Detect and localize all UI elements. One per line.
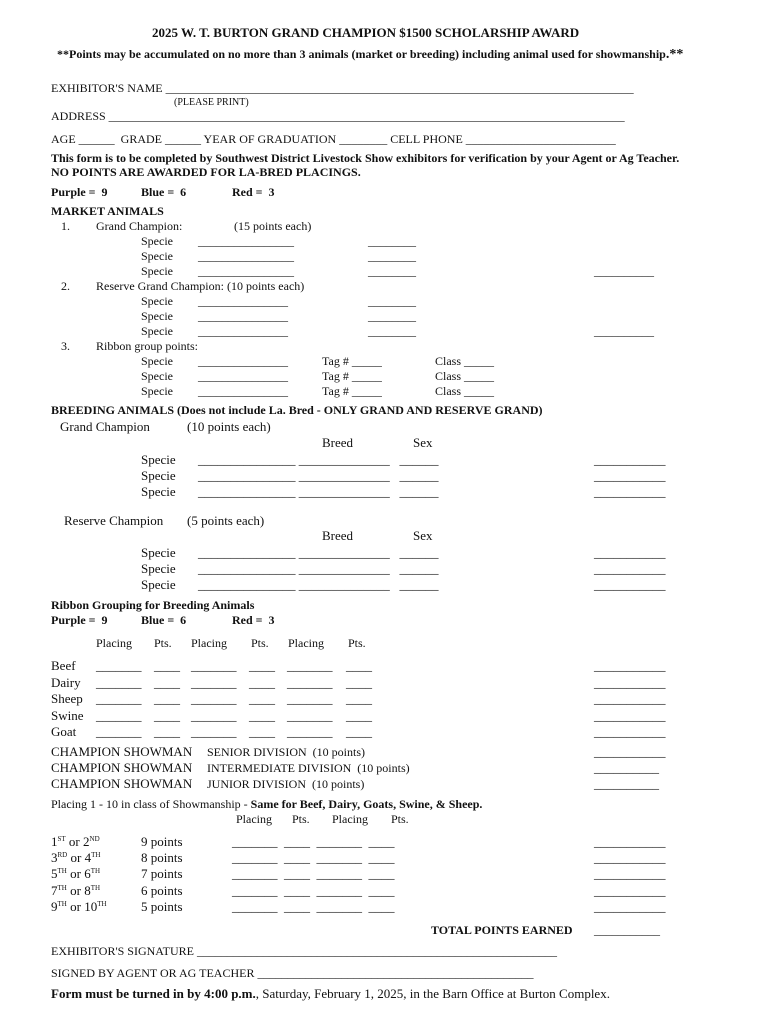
pts-field[interactable]: ____: [154, 658, 180, 673]
pts-field[interactable]: ____: [154, 675, 180, 690]
subtitle-main: **Points may be accumulated on no more than 3 animals (market or breeding) including animal used for showmanship: [57, 47, 666, 61]
pts-field[interactable]: ____: [154, 708, 180, 723]
breeding-animals-heading: BREEDING ANIMALS (Does not include La. Bred - ONLY GRAND AND RESERVE GRAND): [51, 403, 543, 417]
subtotal-field[interactable]: ___________: [594, 658, 666, 673]
la-bred-note: NO POINTS ARE AWARDED FOR LA-BRED PLACINGS.: [51, 165, 361, 179]
placing-rank-label: [51, 834, 100, 849]
pts-field[interactable]: ____: [249, 691, 275, 706]
points-value: 8 points: [141, 850, 183, 865]
subtotal-field[interactable]: ___________: [594, 883, 666, 898]
specie-label: Specie: [141, 309, 173, 323]
placing-field[interactable]: _______: [191, 724, 237, 739]
specie-label: Specie: [141, 468, 176, 483]
specie-field[interactable]: _______________: [198, 309, 288, 323]
pts-column-header: Pts.: [251, 636, 269, 650]
specie-label: Specie: [141, 545, 176, 560]
placing-field[interactable]: _______: [191, 675, 237, 690]
subtotal-field[interactable]: ___________: [594, 452, 666, 467]
pts-field[interactable]: ____: [249, 724, 275, 739]
placing-field[interactable]: _______: [191, 691, 237, 706]
species-label: Dairy: [51, 675, 81, 690]
specie-label: Specie: [141, 264, 173, 278]
pts-column-header: Pts.: [391, 812, 409, 826]
species-label: Goat: [51, 724, 77, 739]
market-animals-heading: MARKET ANIMALS: [51, 204, 164, 218]
exhibitor-signature-field[interactable]: EXHIBITOR'S SIGNATURE ____________________________________________________________: [51, 944, 557, 958]
placing-rank-label: [51, 866, 100, 881]
points-value: 7 points: [141, 866, 183, 881]
species-label: Sheep: [51, 691, 83, 706]
rank-or: or: [66, 866, 85, 881]
rank-number: 10: [84, 899, 98, 914]
specie-field[interactable]: ________________: [198, 264, 294, 278]
placing-note-plain: Placing 1 - 10 in class of Showmanship -: [51, 797, 251, 811]
points-field[interactable]: ________: [368, 324, 416, 338]
subtotal-field[interactable]: __________: [594, 776, 659, 791]
placing-rank-label: [51, 883, 100, 898]
breed-sex-field[interactable]: _______________ ______________ ______: [198, 452, 439, 467]
class-field[interactable]: Class _____: [435, 384, 495, 398]
placing-pts-field[interactable]: _______ ____ _______ ____: [232, 850, 395, 865]
champion-showman-label: CHAMPION SHOWMAN: [51, 760, 193, 775]
specie-field[interactable]: ________________: [198, 234, 294, 248]
total-points-label: TOTAL POINTS EARNED: [431, 923, 573, 937]
instructions-line: This form is to be completed by Southwest District Livestock Show exhibitors for verification by your Agent or Ag Teacher.: [51, 151, 680, 165]
deadline-rest: , Saturday, February 1, 2025, in the Barn Office at Burton Complex.: [255, 986, 610, 1001]
pts-field[interactable]: ____: [346, 708, 372, 723]
rank-suffix: TH: [90, 884, 101, 892]
breed-column-header: Breed: [322, 528, 354, 543]
placing-column-header: Placing: [236, 812, 272, 826]
specie-field[interactable]: _______________: [198, 294, 288, 308]
rank-number: 3: [51, 850, 58, 865]
specie-label: Specie: [141, 369, 173, 383]
subtotal-field[interactable]: ___________: [594, 850, 666, 865]
breed-sex-field[interactable]: _______________ ______________ ______: [198, 561, 439, 576]
pts-column-header: Pts.: [154, 636, 172, 650]
market-item-number: 3.: [61, 339, 70, 353]
rank-suffix: TH: [91, 851, 101, 859]
placing-pts-field[interactable]: _______ ____ _______ ____: [232, 883, 395, 898]
placing-column-header: Placing: [288, 636, 324, 650]
tag-field[interactable]: Tag # _____: [322, 369, 382, 383]
division-label: SENIOR DIVISION (10 points): [207, 745, 365, 759]
pts-field[interactable]: ____: [249, 675, 275, 690]
specie-label: Specie: [141, 577, 176, 592]
rank-suffix: TH: [57, 900, 67, 908]
placing-field[interactable]: _______: [287, 675, 333, 690]
pts-field[interactable]: ____: [346, 691, 372, 706]
rank-number: 6: [84, 866, 91, 881]
market-reserve-champion-label: Reserve Grand Champion: (10 points each): [96, 279, 305, 293]
specie-label: Specie: [141, 384, 173, 398]
division-label: INTERMEDIATE DIVISION (10 points): [207, 761, 410, 775]
ribbon-blue-points: Blue = 6: [141, 613, 187, 627]
subtotal-field[interactable]: __________: [594, 324, 654, 338]
specie-field[interactable]: _______________: [198, 354, 288, 368]
rank-suffix: ST: [57, 835, 66, 843]
rank-number: 7: [51, 883, 58, 898]
breeding-reserve-champion-label: Reserve Champion: [64, 513, 164, 528]
placing-field[interactable]: _______: [287, 724, 333, 739]
rank-number: 5: [51, 866, 58, 881]
points-field[interactable]: ________: [368, 234, 416, 248]
subtotal-field[interactable]: ___________: [594, 724, 666, 739]
points-value: 5 points: [141, 899, 183, 914]
tag-field[interactable]: Tag # _____: [322, 354, 382, 368]
placing-field[interactable]: _______: [287, 658, 333, 673]
breed-sex-field[interactable]: _______________ ______________ ______: [198, 468, 439, 483]
market-grand-champion-label: Grand Champion:: [96, 219, 183, 233]
placing-pts-field[interactable]: _______ ____ _______ ____: [232, 899, 395, 914]
market-item-number: 2.: [61, 279, 70, 293]
placing-column-header: Placing: [191, 636, 227, 650]
showmanship-placing-note: [51, 797, 482, 811]
subtotal-field[interactable]: ___________: [594, 899, 666, 914]
subtotal-field[interactable]: ___________: [594, 834, 666, 849]
pts-field[interactable]: ____: [154, 691, 180, 706]
rank-or: or: [65, 834, 84, 849]
exhibitor-name-field[interactable]: EXHIBITOR'S NAME ______________________________________________________________________________: [51, 81, 634, 95]
placing-note-bold: Same for Beef, Dairy, Goats, Swine, & Sheep.: [250, 797, 483, 811]
tag-field[interactable]: Tag # _____: [322, 384, 382, 398]
market-ribbon-group-label: Ribbon group points:: [96, 339, 199, 353]
breed-sex-field[interactable]: _______________ ______________ ______: [198, 484, 439, 499]
champion-showman-label: CHAMPION SHOWMAN: [51, 744, 193, 759]
breed-column-header: Breed: [322, 435, 354, 450]
placing-field[interactable]: _______: [96, 708, 142, 723]
breed-sex-field[interactable]: _______________ ______________ ______: [198, 577, 439, 592]
specie-label: Specie: [141, 484, 176, 499]
subtotal-field[interactable]: ___________: [594, 691, 666, 706]
rank-suffix: ND: [89, 835, 100, 843]
points-field[interactable]: ________: [368, 264, 416, 278]
pts-field[interactable]: ____: [346, 724, 372, 739]
rank-or: or: [67, 850, 85, 865]
age-grade-phone-line[interactable]: AGE ______ GRADE ______ YEAR OF GRADUATION ________ CELL PHONE _________________________: [51, 132, 616, 146]
placing-rank-label: [51, 850, 100, 865]
placing-field[interactable]: _______: [191, 708, 237, 723]
subtitle-end: .**: [665, 47, 684, 62]
placing-pts-field[interactable]: _______ ____ _______ ____: [232, 866, 395, 881]
address-field[interactable]: ADDRESS ______________________________________________________________________________________: [51, 109, 625, 123]
market-item-number: 1.: [61, 219, 70, 233]
placing-field[interactable]: _______: [96, 691, 142, 706]
subtotal-field[interactable]: ___________: [594, 468, 666, 483]
rank-suffix: TH: [57, 884, 67, 892]
species-label: Swine: [51, 708, 84, 723]
pts-field[interactable]: ____: [154, 724, 180, 739]
specie-field[interactable]: _______________: [198, 384, 288, 398]
ribbon-red-points: Red = 3: [232, 613, 275, 627]
pts-column-header: Pts.: [292, 812, 310, 826]
purple-points: Purple = 9: [51, 185, 108, 199]
points-value: 6 points: [141, 883, 183, 898]
champion-showman-label: CHAMPION SHOWMAN: [51, 776, 193, 791]
pts-field[interactable]: ____: [249, 708, 275, 723]
placing-field[interactable]: _______: [287, 708, 333, 723]
specie-field[interactable]: _______________: [198, 324, 288, 338]
breeding-grand-champion-label: Grand Champion: [60, 419, 150, 434]
points-field[interactable]: ________: [368, 309, 416, 323]
points-field[interactable]: ________: [368, 249, 416, 263]
ribbon-purple-points: Purple = 9: [51, 613, 108, 627]
sex-column-header: Sex: [413, 435, 433, 450]
subtotal-field[interactable]: ___________: [594, 561, 666, 576]
breeding-grand-points: (10 points each): [187, 419, 271, 434]
placing-pts-field[interactable]: _______ ____ _______ ____: [232, 834, 395, 849]
rank-or: or: [66, 899, 85, 914]
breed-sex-field[interactable]: _______________ ______________ ______: [198, 545, 439, 560]
ribbon-grouping-heading: Ribbon Grouping for Breeding Animals: [51, 598, 255, 612]
deadline-bold: Form must be turned in by 4:00 p.m.: [51, 986, 256, 1001]
placing-field[interactable]: _______: [191, 658, 237, 673]
specie-field[interactable]: ________________: [198, 249, 294, 263]
specie-field[interactable]: _______________: [198, 369, 288, 383]
agent-signature-field[interactable]: SIGNED BY AGENT OR AG TEACHER ______________________________________________: [51, 966, 534, 980]
class-field[interactable]: Class _____: [435, 354, 495, 368]
specie-label: Specie: [141, 294, 173, 308]
pts-column-header: Pts.: [348, 636, 366, 650]
subtotal-field[interactable]: ___________: [594, 744, 666, 759]
rank-or: or: [66, 883, 85, 898]
specie-label: Specie: [141, 324, 173, 338]
subtotal-field[interactable]: ___________: [594, 708, 666, 723]
specie-label: Specie: [141, 234, 173, 248]
rank-number: 2: [83, 834, 90, 849]
specie-label: Specie: [141, 561, 176, 576]
specie-label: Specie: [141, 354, 173, 368]
sex-column-header: Sex: [413, 528, 433, 543]
placing-field[interactable]: _______: [96, 675, 142, 690]
pts-field[interactable]: ____: [346, 658, 372, 673]
subtotal-field[interactable]: ___________: [594, 577, 666, 592]
subtotal-field[interactable]: ___________: [594, 866, 666, 881]
placing-column-header: Placing: [96, 636, 132, 650]
deadline-note: [51, 986, 610, 1001]
subtotal-field[interactable]: __________: [594, 760, 659, 775]
specie-label: Specie: [141, 452, 176, 467]
red-points: Red = 3: [232, 185, 275, 199]
placing-field[interactable]: _______: [287, 691, 333, 706]
points-value: 9 points: [141, 834, 183, 849]
subtotal-field[interactable]: ___________: [594, 675, 666, 690]
placing-field[interactable]: _______: [96, 724, 142, 739]
rank-suffix: TH: [57, 867, 67, 875]
form-subtitle: [57, 47, 683, 62]
subtotal-field[interactable]: ___________: [594, 484, 666, 499]
subtotal-field[interactable]: ___________: [594, 545, 666, 560]
specie-label: Specie: [141, 249, 173, 263]
rank-number: 4: [84, 850, 92, 865]
points-field[interactable]: ________: [368, 294, 416, 308]
subtotal-field[interactable]: __________: [594, 264, 654, 278]
class-field[interactable]: Class _____: [435, 369, 495, 383]
blue-points: Blue = 6: [141, 185, 187, 199]
placing-field[interactable]: _______: [96, 658, 142, 673]
breeding-reserve-points: (5 points each): [187, 513, 265, 528]
pts-field[interactable]: ____: [346, 675, 372, 690]
placing-column-header: Placing: [332, 812, 368, 826]
please-print-note: (PLEASE PRINT): [174, 97, 249, 108]
placing-rank-label: [51, 899, 107, 914]
rank-number: 9: [51, 899, 58, 914]
market-grand-points: (15 points each): [234, 219, 312, 233]
rank-suffix: TH: [90, 867, 101, 875]
species-label: Beef: [51, 658, 76, 673]
rank-suffix: RD: [57, 851, 68, 859]
division-label: JUNIOR DIVISION (10 points): [207, 777, 365, 791]
rank-number: 8: [84, 883, 91, 898]
form-title: 2025 W. T. BURTON GRAND CHAMPION $1500 SCHOLARSHIP AWARD: [152, 25, 580, 40]
rank-suffix: TH: [97, 900, 107, 908]
pts-field[interactable]: ____: [249, 658, 275, 673]
rank-number: 1: [51, 834, 58, 849]
total-points-field[interactable]: ___________: [594, 923, 660, 937]
